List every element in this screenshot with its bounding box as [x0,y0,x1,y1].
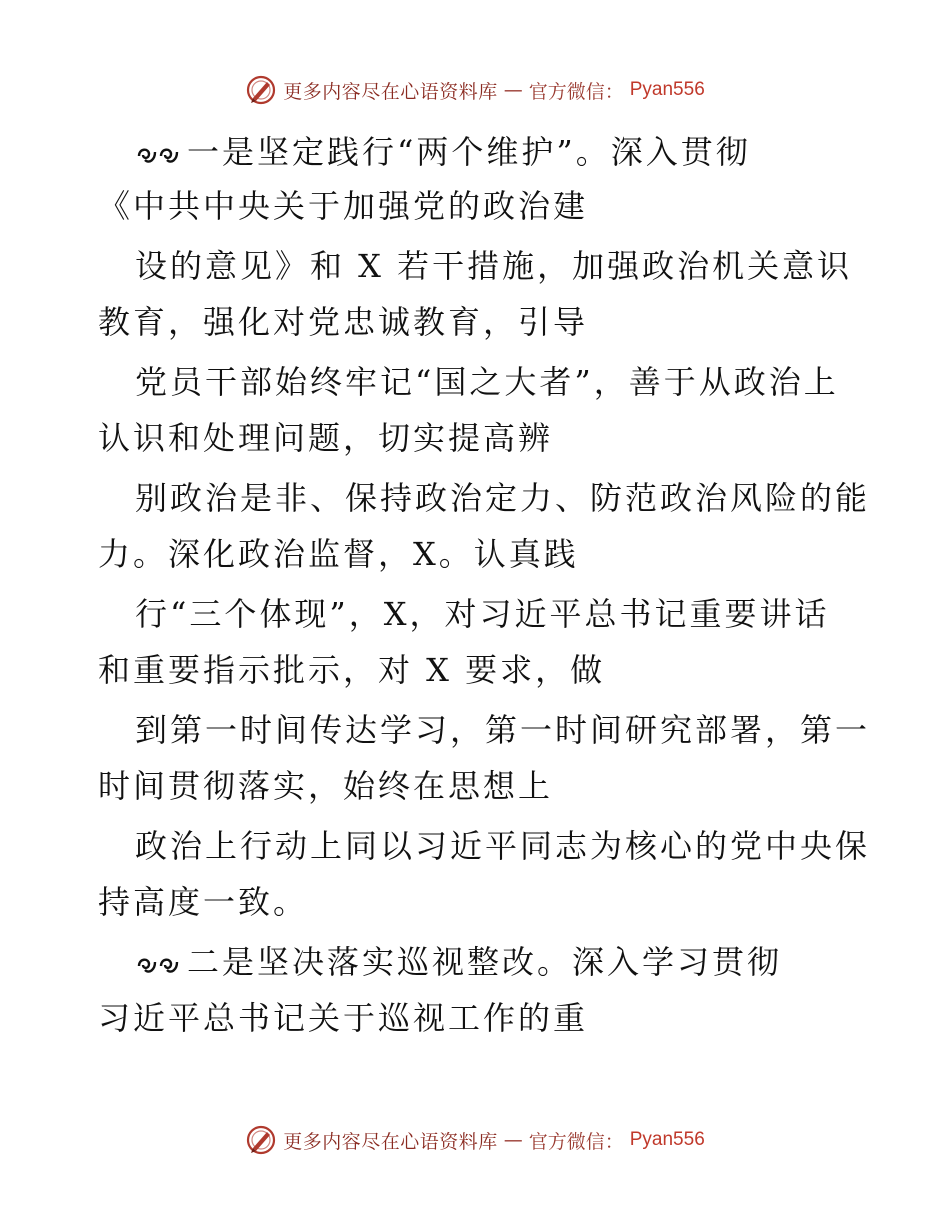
footer-wechat-id: Pyan556 [629,1129,705,1150]
footer-separator: — [503,1129,523,1151]
header-watermark [0,70,950,110]
paragraph-1-line-12: 时间贯彻落实，始终在思想上 [98,767,554,805]
paragraph-1-line-9: 行“三个体现”，X，对习近平总书记重要讲话 [135,595,830,633]
header-banner-text: 更多内容尽在心语资料库 [283,80,498,103]
paragraph-1-line-7: 别政治是非、保持政治定力、防范政治风险的能 [135,479,871,517]
paragraph-1-line-4: 教育，强化对党忠诚教育，引导 [98,303,589,341]
header-wechat-label: 官方微信： [528,80,624,103]
paragraph-1-line-10: 和重要指示批示，对 X 要求，做 [98,651,606,689]
header-wechat-id: Pyan556 [629,79,705,100]
pen-logo-icon [245,1124,277,1156]
swirl-ornament-icon [135,952,179,978]
footer-watermark [0,1120,950,1160]
paragraph-1-line-2: 《中共中央关于加强党的政治建 [98,187,589,225]
paragraph-1-line-6: 认识和处理问题，切实提高辨 [98,419,554,457]
paragraph-2-line-1 [135,942,782,982]
paragraph-2-line-2: 习近平总书记关于巡视工作的重 [98,999,589,1037]
paragraph-1-line-14: 持高度一致。 [98,883,309,921]
line-text: 二是坚决落实巡视整改。深入学习贯彻 [187,943,783,981]
paragraph-1-line-3: 设的意见》和 X 若干措施，加强政治机关意识 [135,247,853,285]
paragraph-1-line-13: 政治上行动上同以习近平同志为核心的党中央保 [135,827,871,865]
paragraph-1-line-1 [135,132,751,172]
paragraph-1-line-8: 力。深化政治监督，X。认真践 [98,535,579,573]
header-separator: — [503,79,523,101]
footer-wechat-label: 官方微信： [528,1130,624,1153]
paragraph-1-line-5: 党员干部始终牢记“国之大者”，善于从政治上 [135,363,839,401]
pen-logo-icon [245,74,277,106]
line-text: 一是坚定践行“两个维护”。深入贯彻 [187,133,751,171]
paragraph-1-line-11: 到第一时间传达学习，第一时间研究部署，第一 [135,711,871,749]
swirl-ornament-icon [135,142,179,168]
footer-banner-text: 更多内容尽在心语资料库 [283,1130,498,1153]
